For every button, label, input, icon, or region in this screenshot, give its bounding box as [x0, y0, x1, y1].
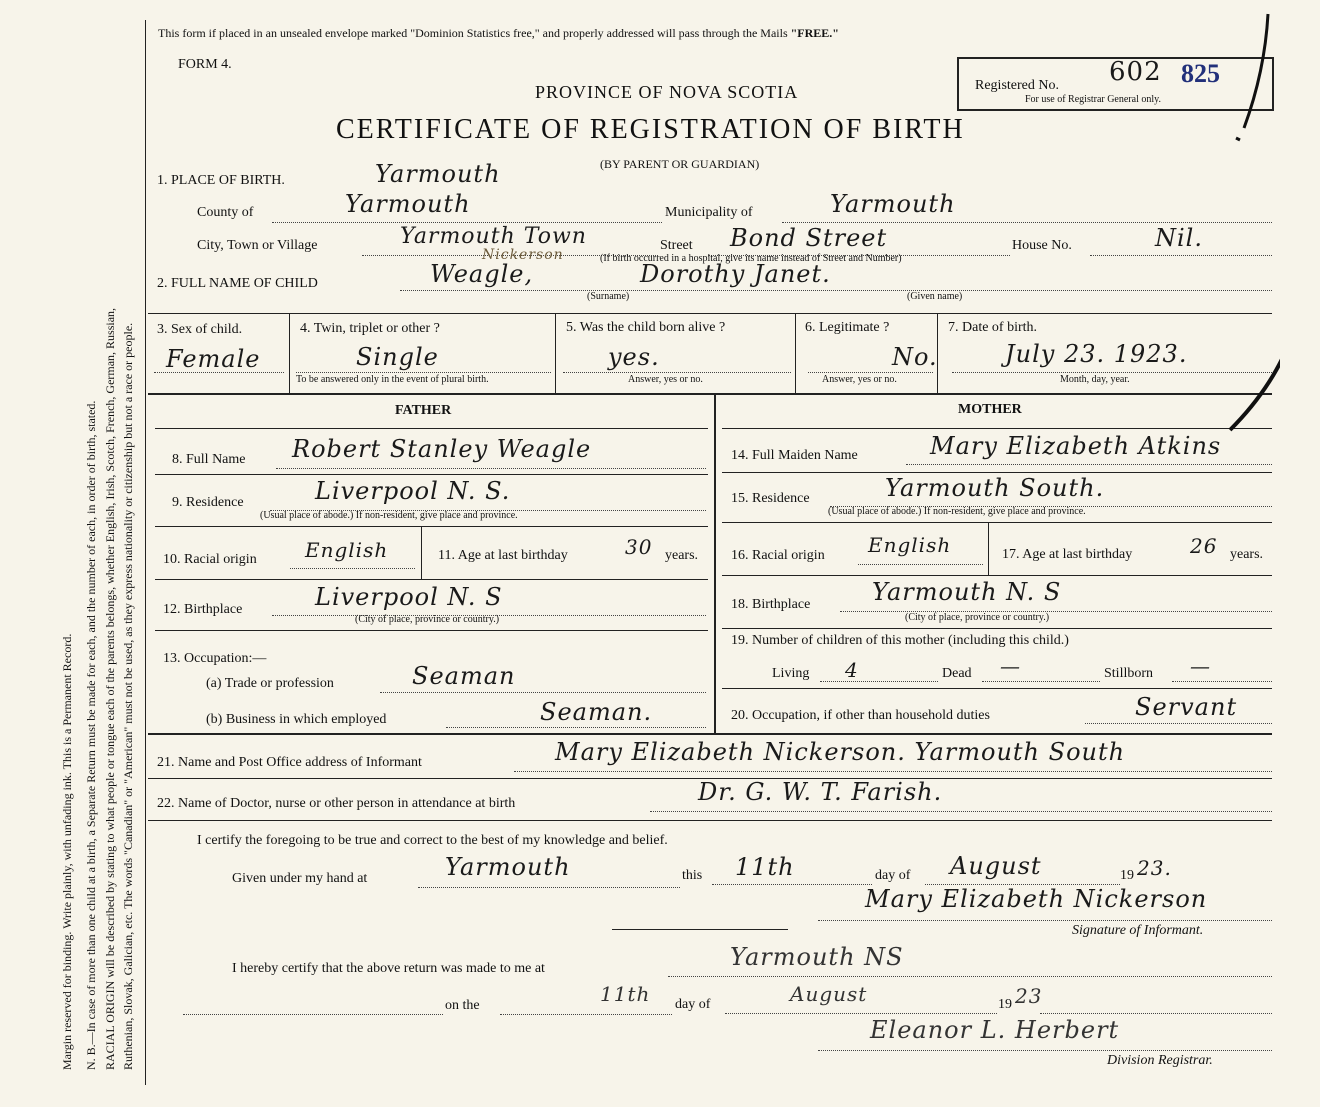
informant-value: Mary Elizabeth Nickerson. Yarmouth South: [555, 738, 1126, 766]
twin-note: To be answered only in the event of plural birth.: [296, 374, 489, 385]
registrar-signature: Eleanor L. Herbert: [870, 1016, 1120, 1044]
father-res-note: (Usual place of abode.) If non-resident, give place and province.: [260, 510, 518, 521]
registrar-day-of-label: day of: [675, 997, 711, 1012]
father-business-label: (b) Business in which employed: [206, 712, 387, 727]
legit-label: 6. Legitimate ?: [805, 320, 890, 335]
mail-free: "FREE.": [790, 26, 839, 40]
father-age-label: 11. Age at last birthday: [438, 548, 568, 563]
street-value: Bond Street: [730, 224, 888, 252]
mother-age: 26: [1190, 534, 1218, 558]
father-name-label: 8. Full Name: [172, 452, 246, 467]
city-label: City, Town or Village: [197, 238, 318, 253]
margin-note-nb: N. B.—In case of more than one child at a birth, a Separate Return must be made for each, and the number of each, in order of birth, stated.: [84, 400, 98, 1070]
day-of-label: day of: [875, 868, 911, 883]
father-residence: Liverpool N. S.: [315, 477, 511, 505]
registrar-day: 11th: [600, 982, 651, 1006]
given-name-note: (Given name): [907, 291, 963, 302]
mother-stillborn: —: [1190, 654, 1211, 678]
father-birth-note: (City of place, province or country.): [355, 614, 500, 625]
child-given-name: Dorothy Janet.: [640, 260, 831, 288]
alive-label: 5. Was the child born alive ?: [566, 320, 726, 335]
mother-name-label: 14. Full Maiden Name: [731, 448, 858, 463]
father-trade: Seaman: [412, 662, 516, 690]
hospital-note: (If birth occurred in a hospital, give its name instead of Street and Number): [600, 253, 902, 264]
dob-label: 7. Date of birth.: [948, 320, 1038, 335]
separator-line: [612, 929, 788, 930]
certify-text: I certify the foregoing to be true and correct to the best of my knowledge and belief.: [197, 833, 668, 848]
mother-dead: —: [1000, 654, 1021, 678]
row-rule-bottom: [148, 393, 1272, 395]
province-heading: PROVINCE OF NOVA SCOTIA: [535, 82, 799, 102]
place-value: Yarmouth: [375, 160, 501, 188]
mother-race-label: 16. Racial origin: [731, 548, 825, 563]
certificate-subtitle: (BY PARENT OR GUARDIAN): [600, 157, 760, 171]
informant-label: 21. Name and Post Office address of Informant: [157, 755, 422, 770]
sex-label: 3. Sex of child.: [157, 322, 243, 337]
father-trade-label: (a) Trade or profession: [206, 676, 334, 691]
mother-name: Mary Elizabeth Atkins: [930, 432, 1222, 460]
registrar-year-prefix: 19: [998, 997, 1012, 1012]
father-birthplace: Liverpool N. S: [315, 583, 503, 611]
reg-label: Registered No.: [975, 78, 1059, 93]
mail-note: [158, 26, 839, 41]
father-occ-label: 13. Occupation:—: [163, 651, 267, 666]
registrar-sig-label: Division Registrar.: [1107, 1053, 1213, 1068]
legit-note: Answer, yes or no.: [822, 374, 897, 385]
alive-note: Answer, yes or no.: [628, 374, 703, 385]
mother-years: years.: [1230, 547, 1264, 562]
year-prefix: 19: [1120, 868, 1134, 883]
given-day: 11th: [735, 853, 795, 881]
twin-label: 4. Twin, triplet or other ?: [300, 321, 440, 336]
doctor-value: Dr. G. W. T. Farish.: [698, 778, 943, 806]
certificate-title: CERTIFICATE OF REGISTRATION OF BIRTH: [336, 114, 965, 145]
registrar-text: I hereby certify that the above return was made to me at: [232, 961, 545, 976]
mother-age-label: 17. Age at last birthday: [1002, 547, 1133, 562]
given-place: Yarmouth: [445, 853, 571, 881]
form-number: FORM 4.: [178, 57, 232, 72]
registrar-month: August: [790, 982, 868, 1006]
margin-note-racial: RACIAL ORIGIN will be described by stating to what people or tongue each of the parents belongs, whether English, Irish, Scotch, French, German, Russian,: [103, 307, 117, 1070]
margin-note-binding: Margin reserved for binding. Write plainly, with unfading ink. This is a Permanent Record.: [60, 633, 74, 1070]
city-value: Yarmouth Town: [400, 224, 587, 249]
mother-occ-label: 20. Occupation, if other than household duties: [731, 708, 990, 723]
father-name: Robert Stanley Weagle: [292, 435, 592, 463]
municipality-label: Municipality of: [665, 205, 753, 220]
mother-race: English: [868, 533, 952, 557]
house-value: Nil.: [1155, 224, 1203, 252]
on-the-label: on the: [445, 998, 480, 1013]
mother-heading: MOTHER: [958, 402, 1022, 417]
dob-note: Month, day, year.: [1060, 374, 1130, 385]
legit-value: No.: [892, 343, 938, 371]
father-race-label: 10. Racial origin: [163, 552, 257, 567]
father-heading: FATHER: [395, 403, 452, 418]
margin-rule: [145, 20, 146, 1085]
signature-label: Signature of Informant.: [1072, 923, 1204, 938]
registrar-year: 23: [1015, 984, 1043, 1008]
margin-note-racial-2: Ruthenian, Slovak, Galician, etc. The words "Canadian" or "American" must not be used, as they express nationality or citizenship but not a race or people.: [121, 322, 135, 1070]
mother-children-label: 19. Number of children of this mother (including this child.): [731, 633, 1069, 648]
mother-res-note: (Usual place of abode.) If non-resident, give place and province.: [828, 506, 1086, 517]
mother-dead-label: Dead: [942, 666, 972, 681]
surname-note: (Surname): [587, 291, 630, 302]
mother-occupation: Servant: [1135, 693, 1238, 721]
doctor-label: 22. Name of Doctor, nurse or other person in attendance at birth: [157, 796, 516, 811]
sex-value: Female: [166, 345, 261, 373]
mother-birth-note: (City of place, province or country.): [905, 612, 1050, 623]
place-label: 1. PLACE OF BIRTH.: [157, 173, 285, 188]
given-year: 23.: [1137, 856, 1172, 880]
mother-living: 4: [845, 658, 859, 682]
father-business: Seaman.: [540, 698, 653, 726]
dob-value: July 23. 1923.: [1005, 340, 1188, 368]
this-label: this: [682, 868, 703, 883]
father-age: 30: [625, 535, 653, 559]
registrar-place: Yarmouth NS: [730, 943, 904, 971]
informant-signature: Mary Elizabeth Nickerson: [865, 885, 1208, 913]
county-value: Yarmouth: [345, 190, 471, 218]
child-surname: Weagle,: [430, 260, 534, 288]
mother-residence: Yarmouth South.: [885, 474, 1105, 502]
father-race: English: [305, 538, 389, 562]
mother-still-label: Stillborn: [1104, 666, 1154, 681]
child-name-label: 2. FULL NAME OF CHILD: [157, 276, 318, 291]
ink-strokes: [1200, 10, 1280, 440]
reg-note: For use of Registrar General only.: [1025, 94, 1161, 105]
father-birth-label: 12. Birthplace: [163, 602, 243, 617]
mother-res-label: 15. Residence: [731, 491, 810, 506]
municipality-value: Yarmouth: [830, 190, 956, 218]
child-surname-correction: Nickerson: [482, 247, 564, 263]
mother-living-label: Living: [772, 666, 810, 681]
mail-note-text: This form if placed in an unsealed envelope marked "Dominion Statistics free," and properly addressed will pass through the Mails: [158, 26, 788, 40]
row-rule-top: [148, 313, 1272, 314]
street-label: Street: [660, 238, 693, 253]
father-res-label: 9. Residence: [172, 495, 244, 510]
mother-birthplace: Yarmouth N. S: [872, 578, 1062, 606]
county-label: County of: [197, 205, 254, 220]
given-under-label: Given under my hand at: [232, 871, 368, 886]
house-label: House No.: [1012, 238, 1072, 253]
parents-divider: [714, 395, 716, 733]
given-month: August: [950, 852, 1042, 880]
father-years: years.: [665, 548, 699, 563]
mother-birth-label: 18. Birthplace: [731, 597, 811, 612]
twin-value: Single: [356, 343, 439, 371]
reg-number-stamp: 825: [1181, 59, 1220, 88]
reg-number-hand: 602: [1109, 57, 1162, 87]
alive-value: yes.: [608, 343, 660, 371]
